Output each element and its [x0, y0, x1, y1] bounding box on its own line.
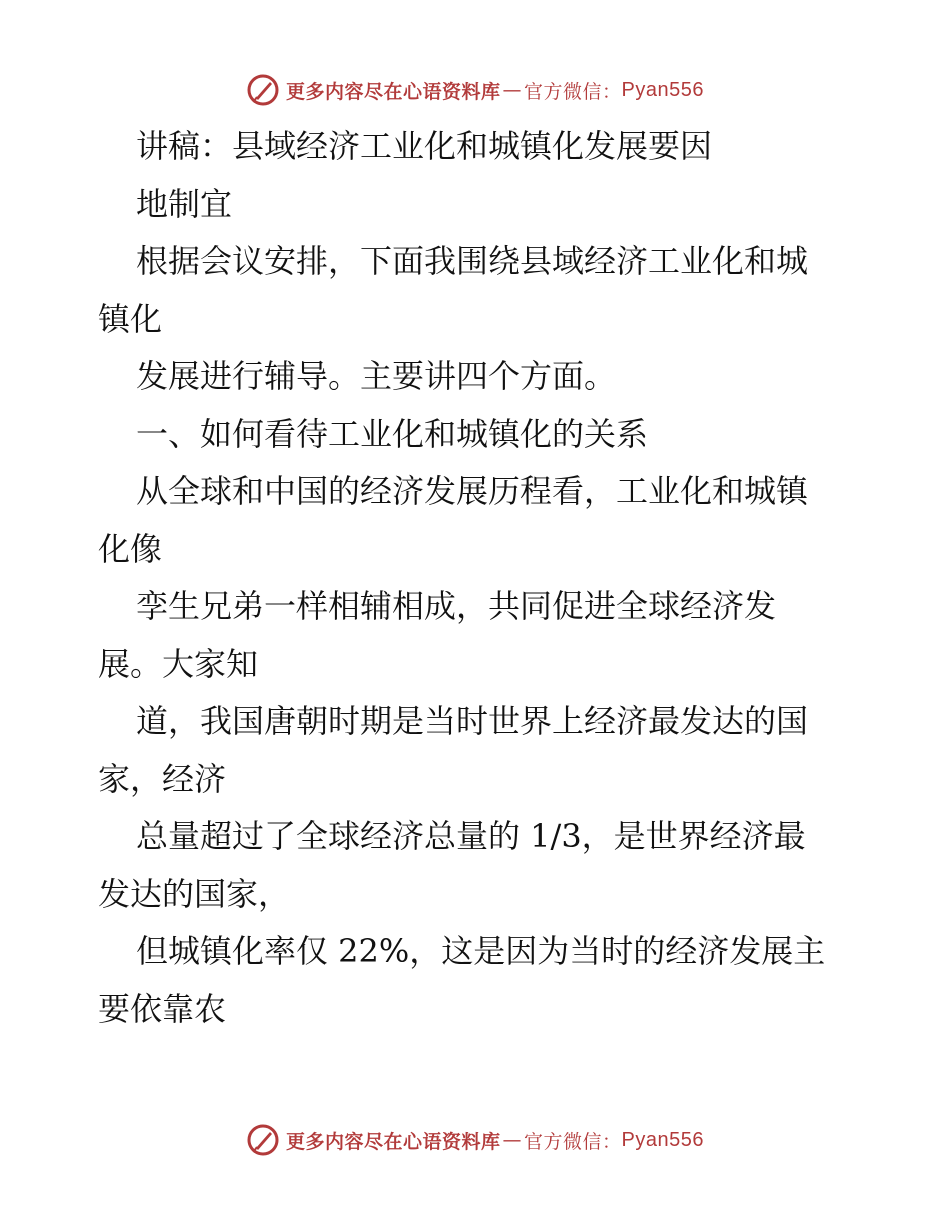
watermark-separator: —	[502, 79, 523, 101]
text-line: 发达的国家，	[98, 874, 291, 913]
watermark-brand: 更多内容尽在心语资料库	[286, 1130, 501, 1153]
text-line: 讲稿：县域经济工业化和城镇化发展要因	[136, 127, 713, 165]
header-watermark	[0, 70, 950, 110]
watermark-brand: 更多内容尽在心语资料库	[286, 80, 501, 103]
text-line: 家，经济	[98, 759, 227, 798]
watermark-label: 官方微信：	[524, 1130, 622, 1153]
watermark-label: 官方微信：	[524, 80, 622, 103]
text-line: 但城镇化率仅 22%，这是因为当时的经济发展主	[136, 932, 826, 970]
text-line: 根据会议安排，下面我围绕县域经济工业化和城	[136, 242, 809, 280]
text-line: 要依靠农	[98, 989, 227, 1028]
document-body	[98, 118, 858, 1038]
text-line: 孪生兄弟一样相辅相成，共同促进全球经济发	[136, 587, 777, 625]
text-line: 从全球和中国的经济发展历程看，工业化和城镇	[136, 472, 809, 510]
watermark-separator: —	[502, 1129, 523, 1151]
text-line: 一、如何看待工业化和城镇化的关系	[136, 414, 649, 453]
quill-pen-logo-icon	[246, 1123, 280, 1157]
footer-watermark	[0, 1120, 950, 1160]
text-line: 化像	[98, 529, 163, 568]
text-line: 发展进行辅导。主要讲四个方面。	[136, 357, 617, 395]
text-line: 镇化	[98, 299, 163, 338]
text-line: 道，我国唐朝时期是当时世界上经济最发达的国	[136, 702, 809, 740]
text-line: 总量超过了全球经济总量的 1/3，是世界经济最	[136, 817, 806, 855]
watermark-id: Pyan556	[621, 78, 704, 101]
text-line: 地制宜	[136, 184, 233, 223]
quill-pen-logo-icon	[246, 73, 280, 107]
text-line: 展。大家知	[98, 644, 259, 683]
watermark-id: Pyan556	[621, 1128, 704, 1151]
